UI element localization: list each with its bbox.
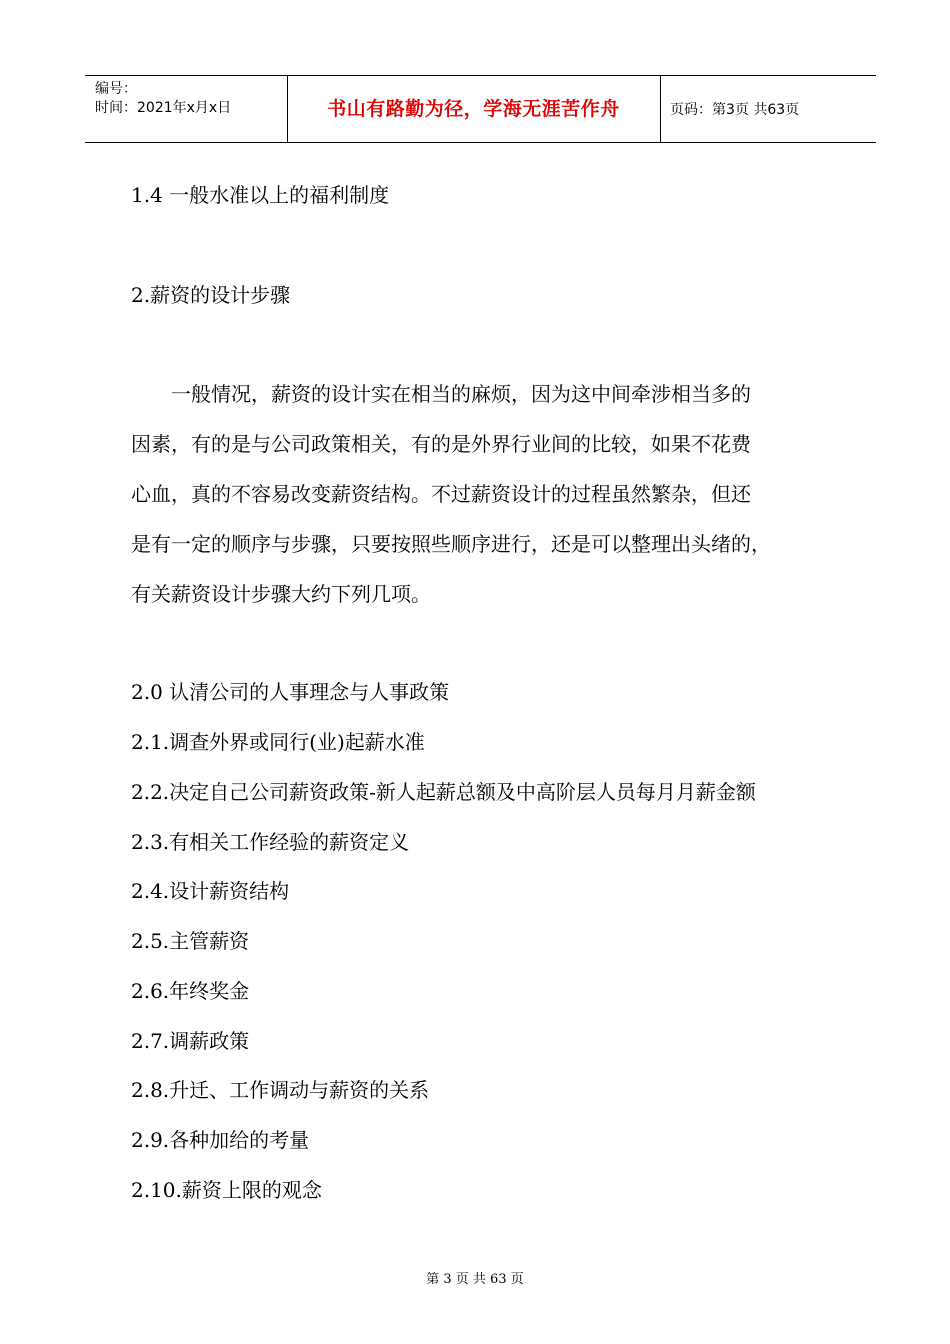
- list-item: 2.6.年终奖金: [131, 979, 250, 1003]
- header-motto: 书山有路勤为径，学海无涯苦作舟: [327, 98, 620, 120]
- paragraph-line: 有关薪资设计步骤大约下列几项。: [131, 582, 431, 606]
- list-item: 2.8.升迁、工作调动与薪资的关系: [131, 1078, 430, 1102]
- header-page-number: 页码：第3页 共63页: [670, 102, 800, 118]
- list-item: 2.4.设计薪资结构: [131, 879, 290, 903]
- list-item: 2.2.决定自己公司薪资政策-新人起薪总额及中高阶层人员每月月薪金额: [131, 780, 756, 804]
- list-item: 2.1.调查外界或同行(业)起薪水准: [131, 730, 425, 754]
- footer-page-number: 第 3 页 共 63 页: [426, 1272, 524, 1287]
- list-item: 2.3.有相关工作经验的薪资定义: [131, 830, 410, 854]
- paragraph-line: 是有一定的顺序与步骤，只要按照些顺序进行，还是可以整理出头绪的，: [131, 532, 771, 556]
- header-meta: [95, 80, 231, 118]
- list-item: 2.5.主管薪资: [131, 929, 250, 953]
- header-top-rule: [85, 75, 876, 76]
- list-item: 2.7.调薪政策: [131, 1029, 250, 1053]
- section-heading-2: 2.薪资的设计步骤: [131, 283, 291, 307]
- paragraph-line: 一般情况，薪资的设计实在相当的麻烦，因为这中间牵涉相当多的: [131, 382, 751, 406]
- paragraph-line: 因素，有的是与公司政策相关，有的是外界行业间的比较，如果不花费: [131, 432, 751, 456]
- list-item: 2.9.各种加给的考量: [131, 1128, 310, 1152]
- header-bottom-rule: [85, 142, 876, 143]
- paragraph-line: 心血，真的不容易改变薪资结构。不过薪资设计的过程虽然繁杂，但还: [131, 482, 751, 506]
- header-time: 时间：2021年x月x日: [95, 100, 232, 116]
- list-item: 2.10.薪资上限的观念: [131, 1178, 322, 1202]
- header-divider-right: [660, 75, 661, 142]
- header-number: 编号：: [95, 81, 137, 97]
- list-item: 2.0 认清公司的人事理念与人事政策: [131, 680, 450, 704]
- section-heading-1-4: 1.4 一般水准以上的福利制度: [131, 183, 390, 207]
